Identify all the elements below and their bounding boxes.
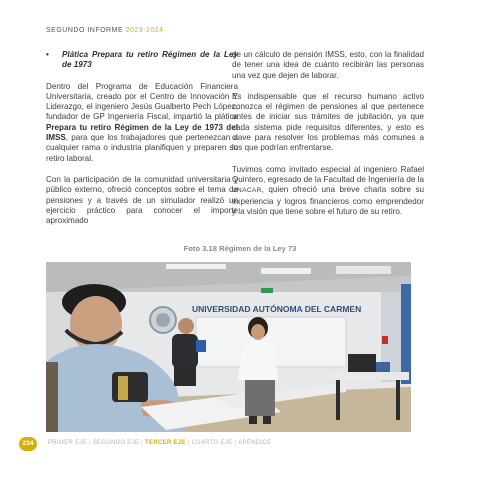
- nav-item-cuarto-eje[interactable]: CUARTO EJE: [191, 440, 233, 446]
- paragraph: Es indispensable que el recurso humano activo conozca el régimen de pensiones al que pertenece antes de iniciar sus trámites de jubilación, ya que cada sistema pide requisitos diferentes, y esto es clave para resolver los problemas más comunes a los que podrían enfrentarse.: [232, 91, 424, 153]
- nav-item-primer-eje[interactable]: PRIMER EJE: [48, 440, 88, 446]
- highlight-title: Prepara tu retiro Régimen de la Ley de 1973 del IMSS: [46, 122, 238, 143]
- nav-item-tercer-eje[interactable]: TERCER EJE: [145, 440, 186, 446]
- report-title: SEGUNDO INFORME: [46, 27, 124, 34]
- paragraph-text: Tuvimos como invitado especial al ingeniero Rafael Quintero, egresado de la Facultad de Ingeniería de la: [232, 164, 424, 184]
- nav-separator: |: [187, 440, 190, 446]
- report-year: 2023-2024: [125, 27, 164, 34]
- nav-separator: |: [89, 440, 91, 446]
- nav-separator: |: [234, 440, 237, 446]
- paragraph: Con la participación de la comunidad universitaria y público externo, ofreció conceptos sobre el tema de pensiones y a través de un simulador realizó un ejercicio práctico para conocer el importe aproximado: [46, 174, 238, 226]
- report-header: [46, 27, 164, 34]
- nav-separator: |: [141, 440, 144, 446]
- left-column: [46, 50, 238, 237]
- bullet-mark: •: [46, 50, 49, 59]
- section-nav: [46, 440, 273, 446]
- page-number: 234: [19, 437, 37, 451]
- event-photo-illustration: [46, 262, 411, 432]
- right-column: [232, 50, 424, 228]
- nav-item-segundo-eje[interactable]: SEGUNDO EJE: [92, 440, 140, 446]
- paragraph: [46, 82, 238, 164]
- nav-item-apendice[interactable]: APÉNDICE: [238, 440, 272, 446]
- section-title: Plática Prepara tu retiro Régimen de la Ley de 1973: [62, 50, 238, 70]
- caption-text: Régimen de la Ley 73: [219, 244, 297, 253]
- footer: [0, 432, 480, 460]
- paragraph-text: , quien ofreció una breve charla sobre su experiencia y logros financieros como emprendedor y la visión que tiene sobre el futuro de su retiro.: [232, 185, 424, 216]
- university-banner: UNIVERSIDAD AUTÓNOMA DEL CARMEN: [192, 304, 362, 314]
- paragraph-text: Dentro del Programa de Educación Financiera Universitaria, creado por el Centro de Innovación Y Liderazgo, el ingeniero Jesús Gualberto Pech López, fundador de GP Ingeniería Fiscal, impartió la plática: [46, 81, 238, 122]
- photo-caption: [0, 244, 480, 253]
- caption-label: Foto 3.18: [183, 244, 217, 253]
- paragraph-text: , para que los trabajadores que pertenezcan a cualquier rama o industria planifiquen y preparen su retiro laboral.: [46, 133, 238, 163]
- section-bullet: [46, 50, 238, 71]
- university-acronym: UNACAR: [232, 187, 262, 195]
- paragraph: [232, 165, 424, 217]
- event-photo: [46, 262, 411, 432]
- paragraph: de un cálculo de pensión IMSS, esto, con la finalidad de tener una idea de cuánto recibirán las personas una vez que dejen de laborar.: [232, 50, 424, 80]
